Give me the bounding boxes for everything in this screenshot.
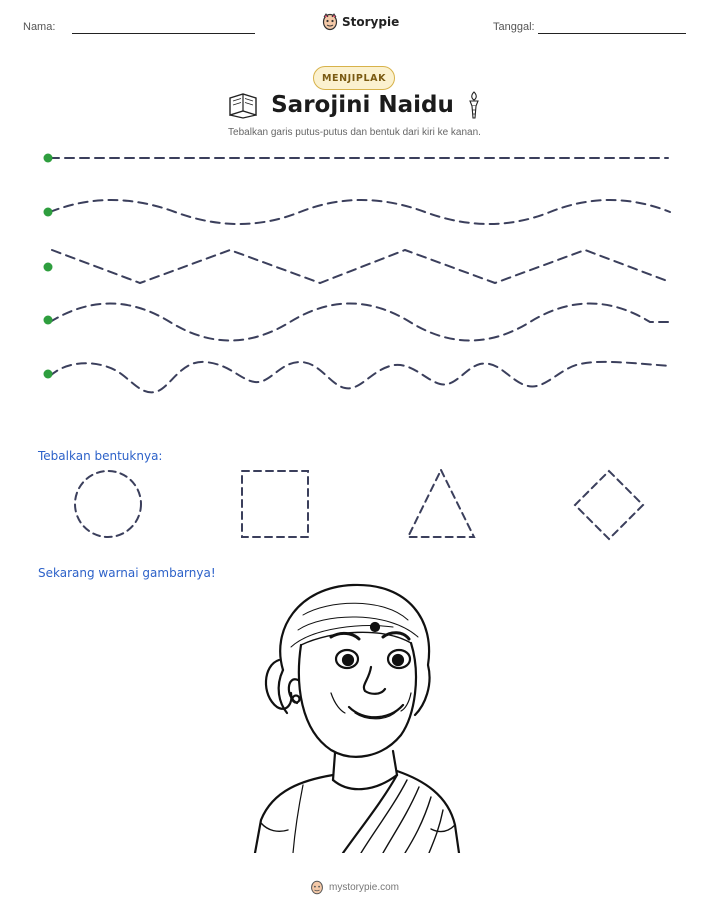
coloring-heading: Sekarang warnai gambarnya!	[38, 566, 216, 580]
brand-name: Storypie	[342, 15, 400, 29]
shapes-area	[0, 462, 709, 547]
start-dot	[44, 208, 53, 217]
trace-line-bumpy-wave[interactable]	[50, 362, 670, 393]
title-row	[0, 90, 709, 120]
start-dot	[44, 154, 53, 163]
trace-line-gentle-wave[interactable]	[50, 200, 670, 224]
start-dot	[44, 370, 53, 379]
instructions: Tebalkan garis putus-putus dan bentuk dari kiri ke kanan.	[228, 127, 481, 138]
start-dot	[44, 263, 53, 272]
start-dot	[44, 316, 53, 325]
date-write-line[interactable]	[538, 33, 686, 34]
footer-site[interactable]: mystorypie.com	[328, 882, 399, 893]
brand-logo	[322, 13, 399, 31]
trace-shape-circle[interactable]	[75, 471, 141, 537]
shapes-heading: Tebalkan bentuknya:	[38, 449, 163, 463]
trace-shape-square[interactable]	[242, 471, 308, 537]
torch-icon	[466, 90, 482, 120]
date-label: Tanggal:	[493, 21, 535, 33]
book-icon	[227, 90, 259, 120]
footer	[0, 880, 709, 895]
trace-line-wave[interactable]	[50, 304, 670, 341]
coloring-portrait[interactable]	[243, 575, 467, 853]
tracing-lines-area	[0, 140, 709, 400]
name-label: Nama:	[23, 21, 56, 33]
trace-shape-triangle[interactable]	[408, 470, 474, 537]
name-write-line[interactable]	[72, 33, 255, 34]
page-title: Sarojini Naidu	[271, 92, 454, 118]
storypie-mascot-icon	[322, 13, 338, 31]
activity-badge: MENJIPLAK	[313, 66, 395, 90]
trace-shape-diamond[interactable]	[575, 471, 643, 539]
storypie-mascot-icon	[310, 880, 324, 895]
trace-line-zigzag[interactable]	[52, 250, 670, 283]
